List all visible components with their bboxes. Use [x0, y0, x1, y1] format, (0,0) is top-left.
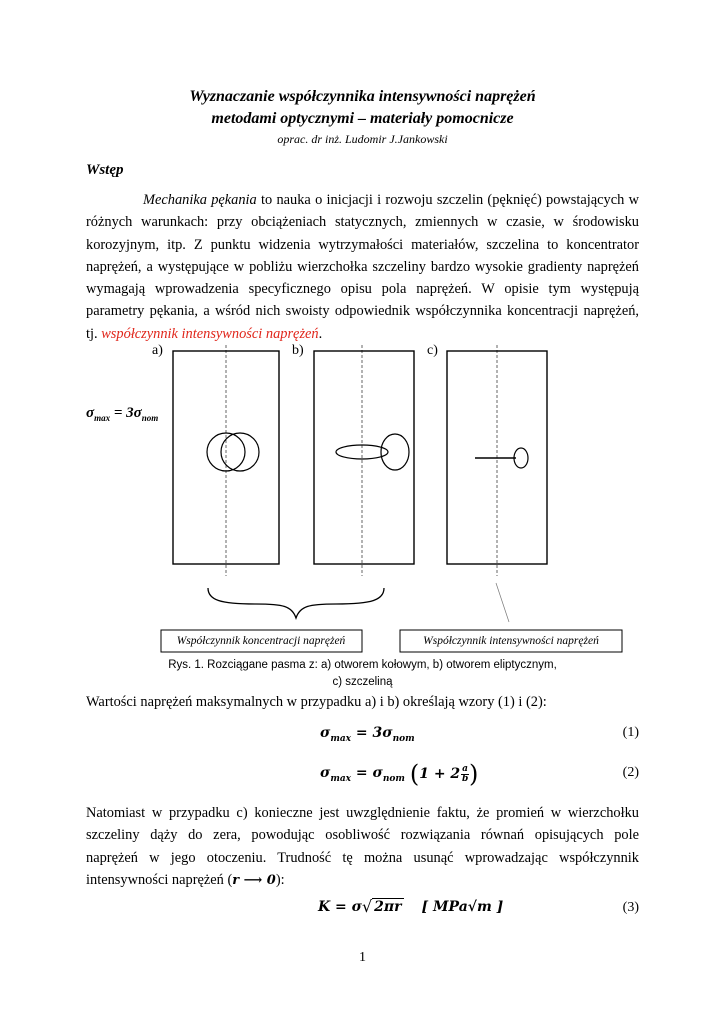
document-author: oprac. dr inż. Ludomir J.Jankowski: [277, 132, 448, 146]
plate-b: [314, 345, 414, 576]
box-stress-intensity: [400, 630, 622, 652]
equation-2: $\sigma_{max} = \sigma_{nom}$ ( 1 + 2 a b ): [320, 760, 479, 788]
label-c: c): [427, 343, 438, 358]
equation-3-units: [ MPa√m ]: [421, 898, 504, 915]
stress-ellipse: [381, 434, 409, 470]
intro-line-2: różnych warunkach: przy obciążeniach statycznych, zmiennych w czasie, w środowisku: [86, 214, 639, 231]
figure-caption-line1: Rys. 1. Rozciągane pasma z: a) otworem kołowym, b) otworem eliptycznym,: [168, 659, 557, 671]
equation-1: $\sigma_{max} = 3\sigma_{nom}$: [320, 725, 415, 744]
intro-line-5: wymagają wprowadzenia specyficznego opisu pola naprężeń. W opisie tym występują: [86, 281, 639, 298]
para2-line-2: szczeliny dąży do zera, powodując osobliwość rozwiązania równań opisujących pole: [86, 827, 639, 844]
document-title-line2: metodami optycznymi – materiały pomocnicze: [211, 110, 514, 127]
figure-caption-line2: c) szczeliną: [332, 676, 393, 688]
svg-text:σmax = 3σnom: $\sigma_{max} = 3\sigma_{nom}$: [86, 405, 159, 423]
brace: [208, 588, 384, 618]
section-heading: Wstęp: [86, 162, 124, 178]
limit-expression: r ⟶ 0: [232, 872, 276, 888]
sentence-before-equations: Wartości naprężeń maksymalnych w przypadku a) i b) określają wzory (1) i (2):: [86, 694, 547, 710]
para2-line-4: intensywności naprężeń (r ⟶ 0):: [86, 871, 285, 888]
box-stress-concentration: [161, 630, 362, 652]
intro-line-6: parametry pękania, a wśród nich swoisty odpowiednik współczynnika koncentracji naprężeń,: [86, 303, 639, 320]
plate-c: [447, 345, 547, 576]
page-number: 1: [359, 950, 366, 965]
intro-line-4: naprężeń, a występujące w pobliżu wierzchołka szczeliny bardzo wysokie gradienty naprężeń: [86, 258, 639, 275]
intro-line-7: tj. współczynnik intensywności naprężeń.: [86, 325, 323, 342]
equation-2-number: (2): [622, 765, 639, 780]
intro-paragraph: [86, 189, 639, 345]
intro-line-3: korozyjnym, itp. Z punktu widzenia wytrzymałości materiałów, szczelina to koncentrator: [86, 236, 639, 253]
pointer-line: [496, 583, 509, 622]
highlighted-term: współczynnik intensywności naprężeń: [101, 325, 319, 342]
intro-term: Mechanika pękania: [143, 192, 257, 208]
equation-3: K = σ √ 2πr [ MPa√m ]: [318, 897, 504, 916]
svg-text:Współczynnik koncentracji napr: Współczynnik koncentracji naprężeń: [176, 635, 346, 647]
para2-line-3: naprężeń w jego otoczeniu. Trudność tę można usunąć wprowadzając współczynnik: [86, 849, 639, 866]
para2-line-1: Natomiast w przypadku c) konieczne jest uwzględnienie faktu, że promień w wierzchołku: [86, 805, 639, 821]
equation-3-number: (3): [622, 900, 639, 915]
second-paragraph: [86, 802, 639, 892]
document-title-line1: Wyznaczanie współczynnika intensywności naprężeń: [189, 88, 536, 105]
intro-line-1: Mechanika pękania to nauka o inicjacji i rozwoju szczelin (pęknięć) powstających w: [143, 192, 639, 208]
label-a: a): [152, 343, 163, 358]
side-formula: [86, 405, 158, 423]
plate-a: [173, 345, 279, 576]
figure-1: [0, 335, 725, 655]
crack-tip-zone: [514, 448, 528, 468]
label-b: b): [292, 343, 304, 358]
svg-text:Współczynnik intensywności nap: Współczynnik intensywności naprężeń: [423, 635, 599, 647]
equation-1-number: (1): [622, 725, 639, 740]
